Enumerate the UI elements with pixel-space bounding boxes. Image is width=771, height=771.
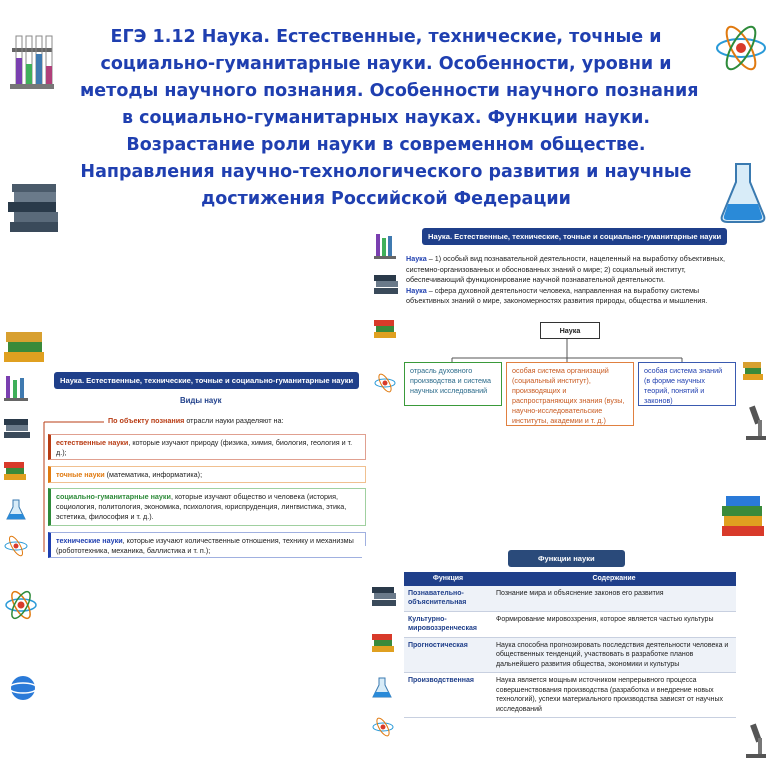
- function-name: Производственная: [404, 673, 492, 718]
- function-content: Наука способна прогнозировать последствия деятельности человека и общественных тенденций, участвовать в разработке планов дальнейшего развития общества, экономики и культуры: [492, 637, 736, 673]
- item-term: точные науки: [56, 470, 105, 479]
- item-text: (математика, информатика);: [104, 470, 203, 479]
- item-text: , которые изучают количественные отношения, технику и механизмы (робототехника, механика, баллистика и т. п.);: [56, 536, 354, 555]
- item-text: , которые изучают природу (физика, химия, биология, геология и т. д.);: [56, 438, 353, 457]
- books-icon: [720, 490, 766, 540]
- list-item: [48, 532, 366, 558]
- table-row: [404, 637, 736, 673]
- slide-header: Наука. Естественные, технические, точные и социально-гуманитарные науки: [54, 372, 359, 389]
- functions-table: [404, 572, 736, 718]
- title-line: методы научного познания. Особенности научного познания: [80, 81, 699, 101]
- column-header: Функция: [404, 572, 492, 586]
- table-row: [404, 611, 736, 637]
- title-line: в социально-гуманитарных науках. Функции науки.: [121, 108, 651, 128]
- flask-icon: [372, 676, 392, 700]
- diagram-root: [540, 322, 600, 339]
- slide-science-types: [0, 362, 372, 598]
- title-line: социально-гуманитарные науки. Особенности, уровни и: [100, 54, 672, 74]
- title-line: Возрастание роли науки в современном обществе.: [126, 135, 646, 155]
- list-item: [48, 488, 366, 526]
- term: Наука: [406, 254, 427, 263]
- intro-rest: отрасли науки разделяют на:: [184, 416, 284, 425]
- term: Наука: [406, 285, 427, 295]
- root-label: Наука: [559, 326, 581, 335]
- test-tubes-icon: [8, 30, 56, 92]
- title-line: ЕГЭ 1.12 Наука. Естественные, технические, точные и: [110, 27, 662, 47]
- atom-icon: [714, 18, 768, 78]
- books-icon: [4, 182, 64, 238]
- table-row: [404, 673, 736, 718]
- books-icon: [370, 634, 396, 654]
- atom-icon: [372, 716, 394, 738]
- diagram-right: [638, 362, 736, 406]
- item-term: социально-гуманитарные науки: [56, 492, 171, 501]
- title-line: достижения Российской Федерации: [201, 189, 571, 209]
- slide-science-functions: [362, 546, 762, 766]
- diagram-middle: [506, 362, 634, 426]
- column-header: Содержание: [492, 572, 736, 586]
- table-row: [404, 586, 736, 612]
- books-icon: [370, 586, 398, 608]
- diagram-left: [404, 362, 502, 406]
- title-line: Направления научно-технологического развития и научные: [80, 162, 692, 182]
- function-name: Культурно-мировоззренческая: [404, 611, 492, 637]
- atom-icon: [4, 588, 38, 622]
- table-header-row: [404, 572, 736, 586]
- atom-icon: [8, 668, 38, 708]
- function-name: Прогностическая: [404, 637, 492, 673]
- intro-bold: По объекту познания: [108, 416, 185, 425]
- table-title: Функции науки: [508, 550, 625, 567]
- list-item: [48, 466, 366, 483]
- microscope-icon: [744, 720, 768, 760]
- function-content: Наука является мощным источником непрерывного процесса совершенствования производства (разработка и внедрение новых технологий), успехи материального производства зависят от научных исследований: [492, 673, 736, 718]
- left-label: отрасль духовного производства и система научных исследований: [410, 366, 491, 395]
- function-name: Познавательно-объяснительная: [404, 586, 492, 612]
- flask-icon: [718, 160, 768, 224]
- item-term: технические науки: [56, 536, 123, 545]
- function-content: Познание мира и объяснение законов его развития: [492, 586, 736, 612]
- books-icon: [2, 326, 46, 364]
- item-text: , которые изучают общество и человека (история, социология, политология, экономика, психология, юриспруденция, лингвистика, этика, эстетика, философия и т. д.).: [56, 492, 347, 521]
- middle-label: особая система организаций (социальный институт), производящих и распространяющих знания (вузы, научно-исследовательские институты, академии и т. д.): [512, 366, 625, 425]
- slide-science-definition: [362, 226, 762, 456]
- right-label: особая система знаний (в форме научных теорий, понятий и законов): [644, 366, 723, 405]
- page-title: [80, 24, 699, 213]
- definition: – 1) особый вид познавательной деятельности, нацеленный на выработку объективных, системно-организованных и обоснованных знаний о мире; 2) социальный институт, обеспечивающий функционирование научной познавательной деятельности.: [406, 254, 726, 284]
- subtitle: Виды наук: [180, 396, 222, 405]
- list-item: [48, 434, 366, 460]
- definition: – сфера духовной деятельности человека, направленная на выработку системы объективных знаний о мире, закономерностях развития природы, общества и мышления.: [406, 285, 708, 305]
- item-term: естественные науки: [56, 438, 129, 447]
- function-content: Формирование мировоззрения, которое является частью культуры: [492, 611, 736, 637]
- microscope-icon: [742, 402, 768, 442]
- slide-header: Наука. Естественные, технические, точные и социально-гуманитарные науки: [422, 228, 727, 245]
